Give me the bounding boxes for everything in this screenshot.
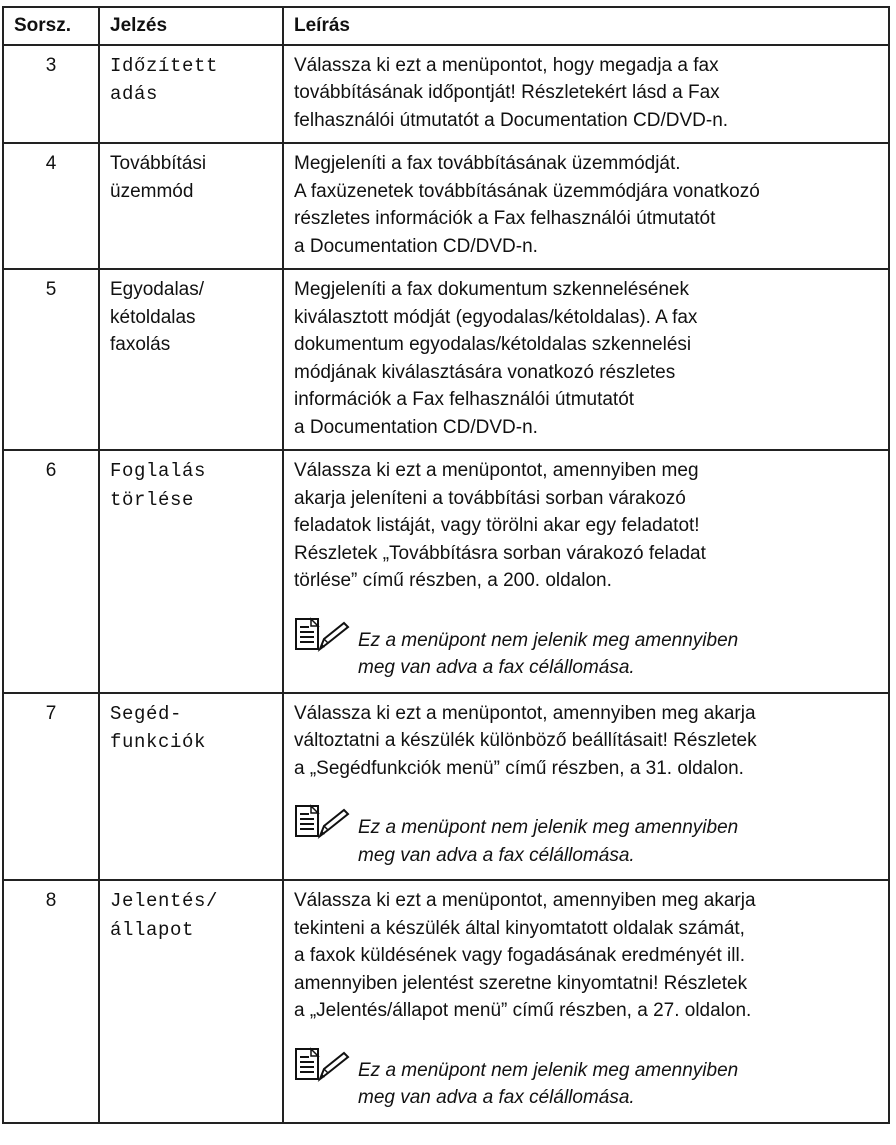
note-pencil-icon [294, 804, 352, 840]
row-description-cell [283, 450, 889, 693]
table-row [3, 45, 889, 144]
table-header-row [3, 7, 889, 45]
row-label: Segéd- funkciók [110, 702, 207, 753]
row-number-text: 8 [45, 890, 57, 911]
row-label-cell [99, 450, 283, 693]
row-number [3, 880, 99, 1123]
row-number [3, 45, 99, 144]
row-description: Válassza ki ezt a menüpontot, amennyiben meg akarja jeleníteni a továbbítási sorban várakozó feladatok listáját, vagy törölni akar egy feladatot! Részletek „Továbbításra sorban várakozó feladat törlése” című részben, a 200. oldalon. [294, 460, 706, 591]
note-pencil-icon [294, 1047, 352, 1083]
row-label: Egyodalas/ kétoldalas faxolás [110, 279, 205, 355]
row-number-text: 5 [45, 279, 57, 300]
row-number-text: 4 [45, 153, 57, 174]
row-description: Válassza ki ezt a menüpontot, amennyiben meg akarja tekinteni a készülék által kinyomtatott oldalak számát, a faxok küldésének vagy fogadásának eredményét ill. amennyiben jelentést szeretne kinyomtatni! Részletek a „Jelentés/állapot menü” című részben, a 27. oldalon. [294, 890, 756, 1021]
row-number [3, 693, 99, 881]
table-row [3, 450, 889, 693]
row-description: Megjeleníti a fax továbbításának üzemmódját. A faxüzenetek továbbításának üzemmódjára vonatkozó részletes információk a Fax felhasználói útmutatót a Documentation CD/DVD-n. [294, 153, 760, 257]
row-label-cell [99, 45, 283, 144]
note-box [294, 621, 878, 682]
header-jelzes: Jelzés [99, 7, 283, 45]
row-description: Válassza ki ezt a menüpontot, amennyiben meg akarja változtatni a készülék különböző beállításait! Részletek a „Segédfunkciók menü” című részben, a 31. oldalon. [294, 702, 757, 779]
row-number-text: 3 [45, 54, 57, 76]
table-row [3, 269, 889, 450]
row-number [3, 269, 99, 450]
header-leiras: Leírás [283, 7, 889, 45]
row-label-cell [99, 880, 283, 1123]
note-text: Ez a menüpont nem jelenik meg amennyiben meg van adva a fax célállomása. [358, 1059, 739, 1108]
row-description-cell [283, 693, 889, 881]
row-number [3, 143, 99, 269]
row-number-text: 7 [45, 702, 57, 724]
row-description-cell [283, 45, 889, 144]
row-number-text: 6 [45, 460, 57, 481]
row-label-cell [99, 143, 283, 269]
row-description: Válassza ki ezt a menüpontot, hogy megadja a fax továbbításának időpontját! Részletekért lásd a Fax felhasználói útmutatót a Documentation CD/DVD-n. [294, 54, 729, 131]
note-box [294, 808, 878, 869]
row-description-cell [283, 143, 889, 269]
table-row [3, 693, 889, 881]
row-label-cell [99, 693, 283, 881]
row-number [3, 450, 99, 693]
note-pencil-icon [294, 617, 352, 653]
row-label: Foglalás törlése [110, 460, 207, 511]
row-label: Jelentés/ állapot [110, 890, 219, 941]
table-row [3, 143, 889, 269]
note-text: Ez a menüpont nem jelenik meg amennyiben meg van adva a fax célállomása. [358, 629, 739, 678]
row-description-cell [283, 269, 889, 450]
row-label: Továbbítási üzemmód [110, 153, 207, 202]
row-description-cell [283, 880, 889, 1123]
note-text: Ez a menüpont nem jelenik meg amennyiben meg van adva a fax célállomása. [358, 817, 739, 866]
row-label-cell [99, 269, 283, 450]
table-row [3, 880, 889, 1123]
menu-items-table [2, 6, 890, 1124]
row-label: Időzített adás [110, 54, 219, 105]
header-sorsz: Sorsz. [3, 7, 99, 45]
note-box [294, 1051, 878, 1112]
row-description: Megjeleníti a fax dokumentum szkennelésének kiválasztott módját (egyodalas/kétoldalas). A fax dokumentum egyodalas/kétoldalas szkennelési módjának kiválasztására vonatkozó részletes információk a Fax felhasználói útmutatót a Documentation CD/DVD-n. [294, 279, 698, 438]
